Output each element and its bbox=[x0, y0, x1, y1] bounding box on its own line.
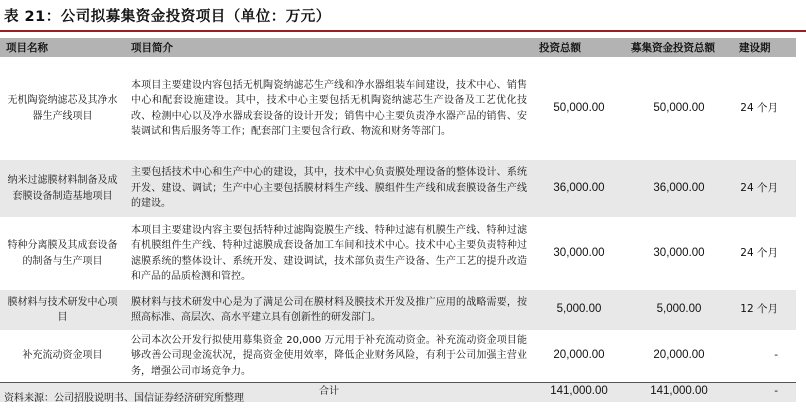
table-row bbox=[0, 160, 796, 217]
project-name: 纳米过滤膜材料制备及成套膜设备制造基地项目 bbox=[0, 160, 125, 217]
project-investment: 36,000.00 bbox=[533, 160, 625, 217]
project-raised: 20,000.00 bbox=[653, 349, 705, 362]
header-project-name: 项目名称 bbox=[0, 38, 125, 57]
project-desc: 膜材料与技术研发中心是为了满足公司在膜材料及膜技术开发及推广应用的战略需要，按照高标准、高层次、高水平建立具有创新性的研发部门。 bbox=[125, 290, 533, 330]
table-row bbox=[0, 57, 796, 160]
project-period: 24 个月 bbox=[740, 101, 778, 114]
project-desc: 本项目主要建设内容包括无机陶瓷纳滤芯生产线和净水器组装车间建设，技术中心、销售中心和配套设施建设。其中，技术中心主要包括无机陶瓷纳滤芯生产设备及工艺优化技改、检测中心以及净水器成套设备的设计开发；销售中心主要负责净水器产品的销售、安装调试和售后服务等工作；配套部门主要包含行政、物流和财务等部门。 bbox=[131, 79, 527, 137]
total-period: - bbox=[733, 382, 796, 402]
total-label: 合计 bbox=[125, 382, 533, 402]
fundraising-projects-table bbox=[0, 38, 796, 402]
project-raised: 50,000.00 bbox=[653, 101, 705, 114]
source-note: 资料来源：公司招股说明书、国信证券经济研究所整理 bbox=[4, 393, 244, 404]
project-desc: 公司本次公开发行拟使用募集资金 20,000 万元用于补充流动资金。补充流动资金项目能够改善公司现金流状况，提高资金使用效率，降低企业财务风险，有利于公司加强主营业务，增强公司市场竞争力。 bbox=[131, 334, 527, 377]
project-name: 特种分离膜及其成套设备的制备与生产项目 bbox=[7, 240, 118, 267]
project-desc: 主要包括技术中心和生产中心的建设，其中，技术中心负责膜处理设备的整体设计、系统开发、建设、调试；生产中心主要包括膜材料生产线、膜组件生产线和成套膜设备生产线的建设。 bbox=[125, 160, 533, 217]
header-project-desc: 项目简介 bbox=[125, 38, 533, 57]
project-name: 膜材料与技术研发中心项目 bbox=[0, 290, 125, 330]
project-investment: 20,000.00 bbox=[553, 349, 605, 362]
project-raised: 5,000.00 bbox=[625, 290, 733, 330]
table-header-row bbox=[0, 38, 796, 57]
project-period: 24 个月 bbox=[733, 160, 796, 217]
project-raised: 30,000.00 bbox=[653, 246, 705, 259]
header-raised: 募集资金投资总额 bbox=[625, 38, 733, 57]
project-period: - bbox=[774, 349, 778, 362]
project-period: 12 个月 bbox=[733, 290, 796, 330]
project-investment: 5,000.00 bbox=[533, 290, 625, 330]
project-name: 无机陶瓷纳滤芯及其净水器生产线项目 bbox=[7, 95, 118, 122]
table-title: 表 21：公司拟募集资金投资项目（单位：万元） bbox=[4, 9, 331, 25]
project-desc: 本项目主要建设内容主要包括特种过滤陶瓷膜生产线、特种过滤有机膜生产线、特种过滤有机膜组件生产线、特种过滤膜成套设备加工车间和技术中心。技术中心主要负责特种过滤膜系统的整体设计、系统开发、建设调试，技术部负责生产设备、生产工艺的提升改造和产品的品质检测和管控。 bbox=[131, 224, 527, 282]
project-investment: 50,000.00 bbox=[553, 101, 605, 114]
table-bottom-rule bbox=[0, 382, 796, 383]
table-row bbox=[0, 217, 796, 290]
project-investment: 30,000.00 bbox=[553, 246, 605, 259]
header-investment: 投资总额 bbox=[533, 38, 625, 57]
total-raised: 141,000.00 bbox=[625, 382, 733, 402]
project-raised: 36,000.00 bbox=[625, 160, 733, 217]
title-rule bbox=[0, 30, 806, 32]
table-row bbox=[0, 290, 796, 330]
header-period: 建设期 bbox=[733, 38, 796, 57]
table-row bbox=[0, 330, 796, 382]
project-period: 24 个月 bbox=[740, 246, 778, 259]
project-name: 补充流动资金项目 bbox=[22, 350, 103, 362]
total-investment: 141,000.00 bbox=[533, 382, 625, 402]
